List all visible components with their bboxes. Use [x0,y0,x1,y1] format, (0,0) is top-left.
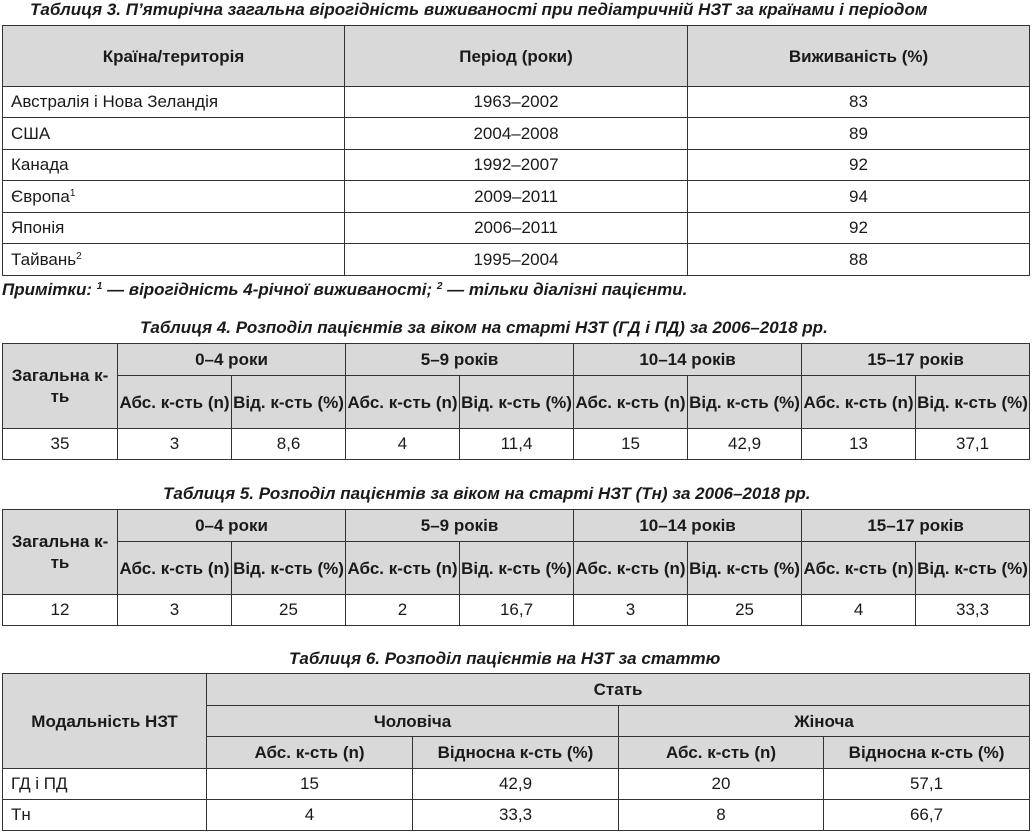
abs-cell: 15 [574,429,688,460]
table6-sex-row [3,674,1030,706]
survival-cell: 83 [688,87,1030,118]
table4-group-header: 5–9 років [346,344,574,376]
table3-header-country: Країна/територія [3,26,345,87]
abs-cell: 2 [346,595,460,626]
table6-modality-header: Модальність НЗТ [3,674,207,769]
table6-sex-header: Стать [207,674,1030,706]
table5-caption: Таблиця 5. Розподіл пацієнтів за віком на старті НЗТ (Тн) за 2006–2018 рр. [163,484,811,503]
abs-cell: 8 [619,800,824,831]
rel-cell: 16,7 [460,595,574,626]
country-cell: Австралія і Нова Зеландія [3,87,345,118]
table4-abs-header: Абс. к-сть (n) [574,376,688,429]
survival-cell: 88 [688,244,1030,276]
table4-rel-header: Від. к-сть (%) [232,376,346,429]
table4-abs-header: Абс. к-сть (n) [118,376,232,429]
table5-rel-header: Від. к-сть (%) [688,542,802,595]
rel-cell: 8,6 [232,429,346,460]
period-cell: 1992–2007 [345,150,688,181]
table3-note: Примітки: $^1$ — вірогідність 4-річної виживаності; $^2$ — тільки діалізні пацієнти. [2,280,688,299]
table6-female-header: Жіноча [619,706,1030,737]
rel-cell: 33,3 [413,800,619,831]
table6-rel-header: Відносна к-сть (%) [824,737,1030,769]
country-cell: Тайвань$^2$ [3,244,345,276]
table-row [3,595,1030,626]
rel-cell: 25 [688,595,802,626]
abs-cell: 20 [619,769,824,800]
survival-cell: 92 [688,150,1030,181]
table5-rel-header: Від. к-сть (%) [916,542,1030,595]
table5-total-header: Загальна к-ть [3,510,118,595]
table3-header-row [3,26,1030,87]
table-row [3,800,1030,831]
table5-abs-header: Абс. к-сть (n) [574,542,688,595]
table-row [3,244,1030,276]
table6-rel-header: Відносна к-сть (%) [413,737,619,769]
rel-cell: 57,1 [824,769,1030,800]
table5-rel-header: Від. к-сть (%) [460,542,574,595]
table4-rel-header: Від. к-сть (%) [460,376,574,429]
table4-group-header: 10–14 років [574,344,802,376]
modality-cell: ГД і ПД [3,769,207,800]
table4-subheader-row [3,376,1030,429]
rel-cell: 25 [232,595,346,626]
table3-caption: Таблиця 3. П’ятирічна загальна вірогідність виживаності при педіатричній НЗТ за країнами і періодом [30,0,928,19]
rel-cell: 66,7 [824,800,1030,831]
table-row [3,429,1030,460]
period-cell: 2004–2008 [345,118,688,150]
table3-header-survival: Виживаність (%) [688,26,1030,87]
abs-cell: 3 [574,595,688,626]
table5-subheader-row [3,542,1030,595]
table5-abs-header: Абс. к-сть (n) [802,542,916,595]
table5-group-header: 15–17 років [802,510,1030,542]
table4-group-row [3,344,1030,376]
table-row [3,87,1030,118]
table6-caption: Таблиця 6. Розподіл пацієнтів на НЗТ за статтю [289,649,721,668]
period-cell: 1995–2004 [345,244,688,276]
survival-cell: 89 [688,118,1030,150]
table4-rel-header: Від. к-сть (%) [916,376,1030,429]
abs-cell: 4 [802,595,916,626]
table5-group-header: 5–9 років [346,510,574,542]
table3-header-period: Період (роки) [345,26,688,87]
modality-cell: Тн [3,800,207,831]
table-row [3,118,1030,150]
period-cell: 2006–2011 [345,213,688,244]
table-row [3,181,1030,213]
abs-cell: 4 [346,429,460,460]
table6-male-header: Чоловіча [207,706,619,737]
table4-group-header: 15–17 років [802,344,1030,376]
total-cell: 12 [3,595,118,626]
abs-cell: 3 [118,429,232,460]
table5 [2,509,1030,626]
table-row [3,769,1030,800]
rel-cell: 33,3 [916,595,1030,626]
abs-cell: 3 [118,595,232,626]
period-cell: 1963–2002 [345,87,688,118]
table-row [3,213,1030,244]
country-cell: Японія [3,213,345,244]
table6-abs-header: Абс. к-сть (n) [619,737,824,769]
survival-cell: 94 [688,181,1030,213]
rel-cell: 42,9 [413,769,619,800]
table3 [2,25,1030,276]
period-cell: 2009–2011 [345,181,688,213]
table-row [3,150,1030,181]
table5-group-row [3,510,1030,542]
abs-cell: 15 [207,769,413,800]
abs-cell: 4 [207,800,413,831]
table5-abs-header: Абс. к-сть (n) [346,542,460,595]
table5-abs-header: Абс. к-сть (n) [118,542,232,595]
rel-cell: 37,1 [916,429,1030,460]
table5-group-header: 0–4 роки [118,510,346,542]
survival-cell: 92 [688,213,1030,244]
table4-caption: Таблиця 4. Розподіл пацієнтів за віком на старті НЗТ (ГД і ПД) за 2006–2018 рр. [140,318,828,337]
table5-group-header: 10–14 років [574,510,802,542]
country-cell: США [3,118,345,150]
country-cell: Європа$^1$ [3,181,345,213]
table4-group-header: 0–4 роки [118,344,346,376]
table5-rel-header: Від. к-сть (%) [232,542,346,595]
table6 [2,673,1030,831]
table4-abs-header: Абс. к-сть (n) [802,376,916,429]
table4-rel-header: Від. к-сть (%) [688,376,802,429]
country-cell: Канада [3,150,345,181]
rel-cell: 11,4 [460,429,574,460]
table6-abs-header: Абс. к-сть (n) [207,737,413,769]
table4 [2,343,1030,460]
table4-total-header: Загальна к-ть [3,344,118,429]
table4-abs-header: Абс. к-сть (n) [346,376,460,429]
total-cell: 35 [3,429,118,460]
rel-cell: 42,9 [688,429,802,460]
abs-cell: 13 [802,429,916,460]
